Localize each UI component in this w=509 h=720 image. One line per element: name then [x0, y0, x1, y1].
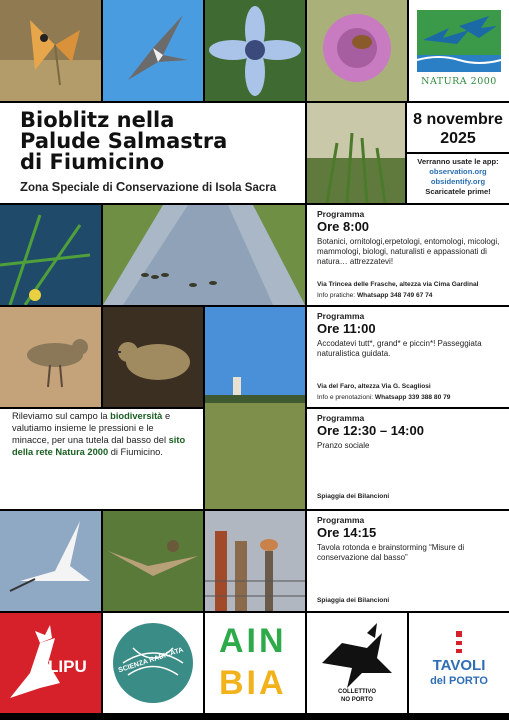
nigella-flower-photo: [205, 0, 305, 101]
ainba-logo: AIN BIA: [205, 613, 305, 713]
program-time: Ore 11:00: [317, 321, 376, 336]
page-subtitle: Zona Speciale di Conservazione di Isola Sacra: [20, 179, 277, 194]
egret-photo: [0, 511, 101, 611]
scienza-radicata-logo: SCIENZA RADICATA: [103, 613, 203, 713]
natura2000-label: NATURA 2000: [421, 76, 497, 87]
salt-marsh-plant-photo: [307, 103, 405, 203]
lighthouse-meadow-photo: [205, 307, 305, 509]
reeds-photo: [0, 205, 101, 305]
night-heron-photo: [103, 307, 203, 407]
event-date: 8 novembre 2025: [413, 111, 503, 147]
program-time: Ore 8:00: [317, 219, 370, 234]
butterfly-photo: [0, 0, 101, 101]
observation-link[interactable]: observation.org: [429, 167, 487, 176]
program-11-00: Programma Ore 11:00 Accodatevi tutt*, grand* e piccin*! Passeggiata naturalistica guidata. Via del Faro, altezza Via G. Scagliosi Info e prenotazioni: Whatsapp 339 388 80 79: [307, 307, 509, 407]
apps-info: Verranno usate le app: observation.org obsidentify.org Scaricatele prime!: [407, 154, 509, 203]
canal-ducks-photo: [103, 205, 305, 305]
tavoli-del-porto-logo: TAVOLI del PORTO: [409, 613, 509, 713]
program-12-30: Programma Ore 12:30 – 14:00 Pranzo sociale Spiaggia dei Bilancioni: [307, 409, 509, 509]
scabiosa-flower-photo: [307, 0, 407, 101]
duck-in-flight-photo: [103, 511, 203, 611]
hoopoe-photo: [205, 511, 305, 611]
program-time: Ore 12:30 – 14:00: [317, 423, 424, 438]
collettivo-no-porto-logo: COLLETTIVO NO PORTO: [307, 613, 407, 713]
program-8-00: Programma Ore 8:00 Botanici, ornitologi,erpetologi, entomologi, micologi, mammologi, biologi, naturalisti e appassionati di natura… attrezzatevi! Via Trincea delle Frasche, altezza via Cima Gardinal Info pratiche: Whatsapp 348 749 67 74: [307, 205, 509, 305]
plover-photo: [0, 307, 101, 407]
lipu-logo: LIPU: [0, 613, 101, 713]
intro-text: Rileviamo sul campo la biodiversità e valutiamo insieme le pressioni e le minacce, per una tutela dal basso del sito della rete Natura 2000 di Fiumicino.: [12, 411, 186, 457]
seagull-photo: [103, 0, 203, 101]
program-14-15: Programma Ore 14:15 Tavola rotonda e brainstorming “Misure di conservazione dal basso” Spiaggia dei Bilancioni: [307, 511, 509, 611]
natura2000-logo: [409, 0, 509, 101]
obsidentify-link[interactable]: obsidentify.org: [430, 177, 486, 186]
program-time: Ore 14:15: [317, 525, 377, 540]
page-title: Bioblitz nella Palude Salmastra di Fiumicino: [20, 108, 228, 174]
